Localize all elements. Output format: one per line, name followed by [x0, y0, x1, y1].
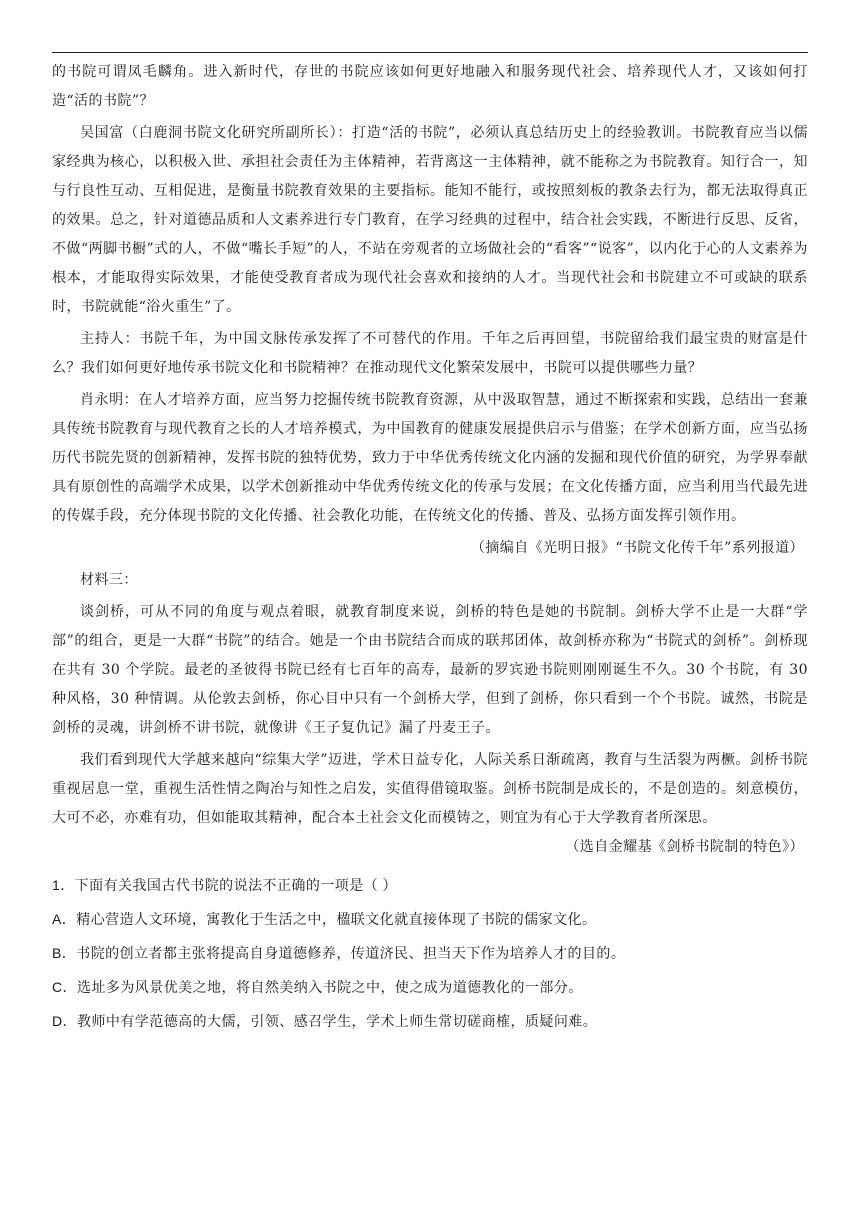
source-citation-jin-yaoji: （选自金耀基《剑桥书院制的特色》） — [565, 839, 804, 855]
option-b[interactable]: B．书院的创立者都主张将提高自身道德修养，传道济民、担当天下作为培养人才的目的。 — [52, 945, 626, 961]
option-d[interactable]: D．教师中有学范德高的大儒，引领、感召学生，学术上师生常切磋商榷，质疑问难。 — [52, 1013, 598, 1029]
paragraph-xiao-yongming: 肖永明：在人才培养方面，应当努力挖掘传统书院教育资源，从中汲取智慧，通过不断探索和实践，总结出一套兼具传统书院教育与现代教育之长的人才培养模式，为中国教育的健康发展提供启示与借鉴；在学术创新方面，应当弘扬历代书院先贤的创新精神，发挥书院的独特优势，致力于中华优秀传统文化内涵的发掘和现代价值的研究，为学界奉献具有原创性的高端学术成果，以学术创新推动中华优秀传统文化的传承与发展；在文化传播方面，应当利用当代最先进的传媒手段，充分体现书院的文化传播、社会教化功能，在传统文化的传播、普及、弘扬方面发挥引领作用。 — [52, 392, 808, 524]
source-citation-guangming: （摘编自《光明日报》“书院文化传千年”系列报道） — [470, 540, 804, 556]
paragraph-continuation: 的书院可谓凤毛麟角。进入新时代，存世的书院应该如何更好地融入和服务现代社会、培养现代人才，又该如何打造“活的书院”？ — [52, 64, 808, 109]
paragraph-cambridge-intro: 谈剑桥，可从不同的角度与观点着眼，就教育制度来说，剑桥的特色是她的书院制。剑桥大学不止是一大群“学部”的组合，更是一大群“书院”的结合。她是一个由书院结合而成的联邦团体，故剑桥亦称为“书院式的剑桥”。剑桥现在共有 30 个学院。最老的圣彼得书院已经有七百年的高寿，最新的罗宾逊书院则刚刚诞生不久。30 个书院，有 30 种风格，30 种情调。从伦敦去剑桥，你心目中只有一个剑桥大学，但到了剑桥，你只看到一个个书院。诚然，书院是剑桥的灵魂，讲剑桥不讲书院，就像讲《王子复仇记》漏了丹麦王子。 — [52, 604, 808, 736]
paragraph-host: 主持人：书院千年，为中国文脉传承发挥了不可替代的作用。千年之后再回望，书院留给我们最宝贵的财富是什么？我们如何更好地传承书院文化和书院精神？在推动现代文化繁荣发展中，书院可以提供哪些力量？ — [52, 331, 808, 376]
option-a[interactable]: A．精心营造人文环境，寓教化于生活之中，楹联文化就直接体现了书院的儒家文化。 — [52, 911, 597, 927]
header-rule — [52, 52, 808, 53]
paragraph-wu-guofu: 吴国富（白鹿洞书院文化研究所副所长）：打造“活的书院”，必须认真总结历史上的经验教训。书院教育应当以儒家经典为核心，以积极入世、承担社会责任为主体精神，若背离这一主体精神，就不能称之为书院教育。知行合一，知与行良性互动、互相促进，是衡量书院教育效果的主要指标。能知不能行，或按照刻板的教条去行为，都无法取得真正的效果。总之，针对道德品质和人文素养进行专门教育，在学习经典的过程中，结合社会实践，不断进行反思、反省，不做“两脚书橱”式的人，不做“嘴长手短”的人，不站在旁观者的立场做社会的“看客”“说客”，以内化于心的人文素养为根本，才能取得实际效果，才能使受教育者成为现代社会喜欢和接纳的人才。当现代社会和书院建立不可或缺的联系时，书院就能“浴火重生”了。 — [52, 125, 808, 315]
option-c[interactable]: C．选址多为风景优美之地，将自然美纳入书院之中，使之成为道德教化的一部分。 — [52, 979, 583, 995]
paragraph-cambridge-modern: 我们看到现代大学越来越向“综集大学”迈进，学术日益专化，人际关系日渐疏离，教育与生活裂为两橛。剑桥书院重视居息一堂，重视生活性情之陶冶与知性之启发，实值得借镜取鉴。剑桥书院制是成长的，不是创造的。刻意模仿，大可不必，亦难有功，但如能取其精神，配合本土社会文化而模铸之，则宜为有心于大学教育者所深思。 — [52, 752, 808, 826]
question-stem: 1．下面有关我国古代书院的说法不正确的一项是（ ） — [52, 877, 397, 893]
material-three-label: 材料三： — [80, 572, 138, 588]
reading-passage — [52, 58, 808, 1038]
